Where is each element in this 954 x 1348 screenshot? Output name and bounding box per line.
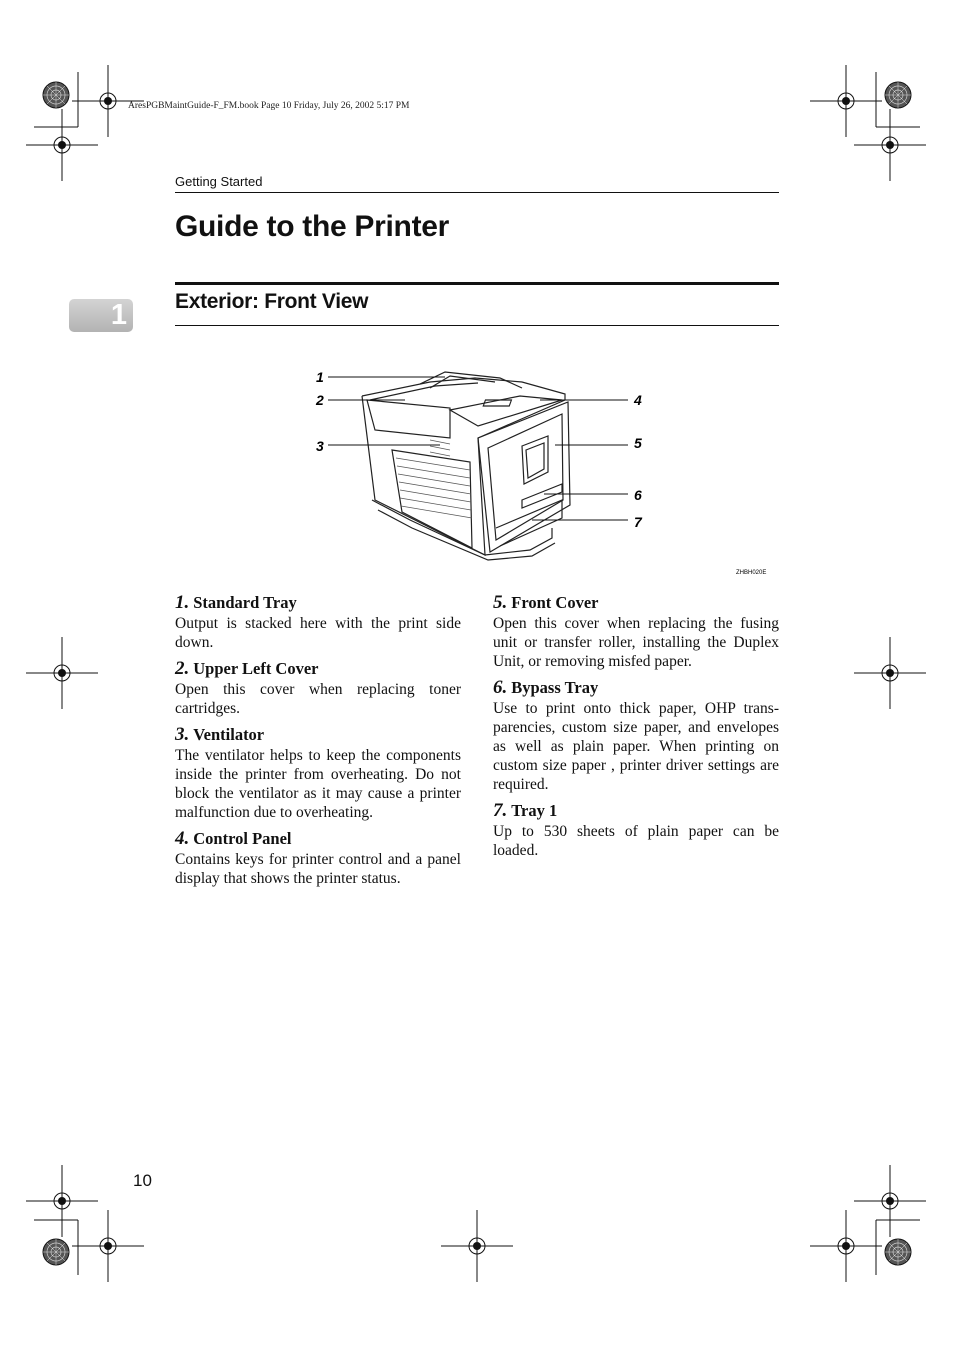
item-description: Output is stacked here with the print side down. [175,615,461,651]
chapter-tab [69,299,133,332]
item-number: 6. [493,677,508,698]
section-bottom-rule [175,325,779,326]
item-title: Bypass Tray [511,678,599,697]
item-number: 5. [493,592,508,613]
item-description: Contains keys for printer control and a panel display that shows the printer status. [175,851,461,887]
item-title: Ventilator [193,725,265,744]
page-title: Guide to the Printer [175,210,450,243]
item-number: 3. [175,724,190,745]
callout-7: 7 [634,514,642,530]
printer-illustration [300,360,780,580]
section-title: Exterior: Front View [175,290,369,313]
item-number: 1. [175,592,190,613]
callout-5: 5 [634,435,642,451]
callout-3: 3 [316,438,324,454]
list-item [493,592,779,671]
item-title: Control Panel [193,829,292,848]
item-description: Up to 530 sheets of plain paper can be loaded. [493,823,779,859]
item-description: Use to print onto thick paper, OHP transparencies, custom size paper, and envelopes as well as plain paper. When printing on custom size paper , printer driver settings are required. [493,700,779,793]
list-item [175,658,461,718]
section-top-rule [175,282,779,285]
callout-6: 6 [634,487,642,503]
item-number: 2. [175,658,190,679]
chapter-tab-number: 1 [110,299,127,331]
item-description: Open this cover when replacing toner cartridges. [175,681,461,717]
left-column [175,592,461,894]
item-number: 7. [493,800,508,821]
item-title: Standard Tray [193,593,297,612]
callout-2: 2 [316,392,324,408]
figure-code: ZHBH020E [736,570,767,576]
item-title: Tray 1 [511,801,558,820]
item-description: The ventilator helps to keep the components inside the printer from overheating. Do not block the ventilator as it may cause a printer malfunction due to overheating. [175,747,461,821]
header-rule [175,192,779,193]
running-head: Getting Started [175,174,263,189]
callout-1: 1 [316,369,324,385]
list-item [175,828,461,888]
callout-4: 4 [634,392,642,408]
item-title: Upper Left Cover [193,659,319,678]
list-item [175,724,461,822]
list-item [493,800,779,860]
list-item [175,592,461,652]
book-info-line: AresPGBMaintGuide-F_FM.book Page 10 Friday, July 26, 2002 5:17 PM [128,101,410,111]
right-column [493,592,779,866]
item-title: Front Cover [511,593,599,612]
page-number: 10 [133,1171,152,1190]
item-number: 4. [175,828,190,849]
item-description: Open this cover when replacing the fusing unit or transfer roller, installing the Duplex Unit, or removing misfed paper. [493,615,779,670]
list-item [493,677,779,794]
